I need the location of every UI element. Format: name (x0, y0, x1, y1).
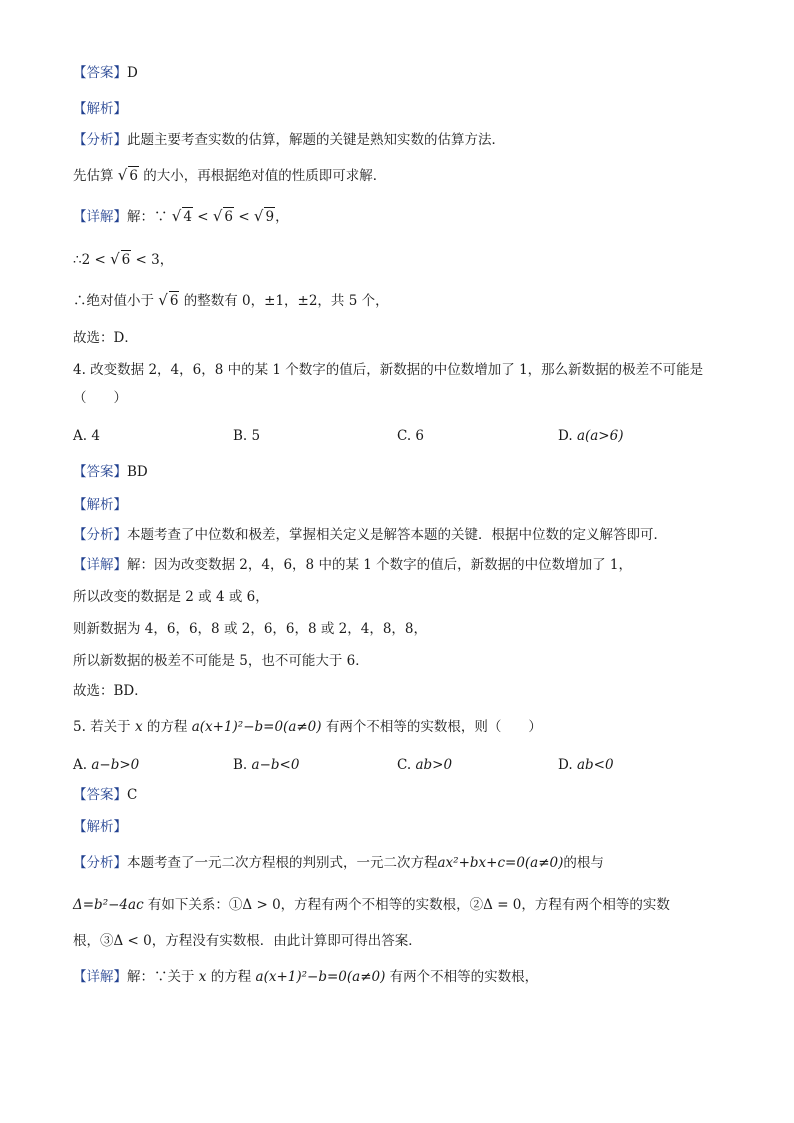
analysis-q5-line-3: 根，③Δ < 0，方程没有实数根．由此计算即可得出答案． (73, 933, 422, 949)
analysis-heading-q5: 【解析】 (73, 819, 127, 835)
choice-line-q3: 故选：D． (73, 330, 138, 346)
detail-tag: 【详解】 (73, 209, 127, 225)
answer-line-q3 (73, 64, 138, 82)
q5-option-a: A. a−b>0 (73, 757, 140, 773)
q4-option-a: A. 4 (73, 428, 100, 444)
radicand: 6 (129, 168, 138, 184)
q4-option-b: B. 5 (233, 428, 261, 444)
analysis-tag: 【分析】 (73, 132, 127, 148)
q4-option-c: C. 6 (397, 428, 425, 444)
detail-q4-line-3: 则新数据为 4，6，6，8 或 2，6，6，8 或 2，4，8，8， (73, 621, 428, 637)
q5-option-c: C. ab>0 (397, 757, 453, 773)
analysis-text: 此题主要考查实数的估算，解题的关键是熟知实数的估算方法． (127, 132, 505, 148)
q5-option-b: B. a−b<0 (233, 757, 300, 773)
analysis-q5-line-2: Δ=b²−4ac 有如下关系：①Δ > 0，方程有两个不相等的实数根，②Δ = 0，方程有两个相等的实数 (73, 897, 670, 913)
answer-line-q5: 【答案】C (73, 787, 138, 803)
analysis-heading-q3: 【解析】 (73, 101, 127, 117)
answer-tag: 【答案】 (73, 65, 127, 81)
therefore-line-2: ∴绝对值小于 √ 6 的整数有 0，±1，±2，共 5 个， (73, 291, 389, 309)
answer-line-q4: 【答案】BD (73, 464, 148, 480)
answer-value: D (127, 65, 138, 81)
estimate-line-q3: 先估算 √ 6 的大小，再根据绝对值的性质即可求解． (73, 166, 387, 184)
question-4-bracket: （ ） (73, 390, 127, 406)
analysis-line-q5: 【分析】本题考查了一元二次方程根的判别式，一元二次方程ax²+bx+c=0(a≠0)的根与 (73, 855, 604, 871)
sqrt-sign: √ (117, 166, 128, 184)
analysis-heading-q4: 【解析】 (73, 497, 127, 513)
question-5-text: 5. 若关于 x 的方程 a(x+1)²−b=0(a≠0) 有两个不相等的实数根，则（ ） (73, 719, 542, 735)
detail-q4-line-4: 所以新数据的极差不可能是 5，也不可能大于 6． (73, 653, 369, 669)
analysis-line-q4: 【分析】本题考查了中位数和极差，掌握相关定义是解答本题的关键．根据中位数的定义解答即可． (73, 527, 667, 543)
detail-q4-line-2: 所以改变的数据是 2 或 4 或 6， (73, 589, 269, 605)
choice-line-q4: 故选：BD． (73, 683, 148, 699)
question-4-text: 4. 改变数据 2，4，6，8 中的某 1 个数字的值后，新数据的中位数增加了 1，那么新数据的极差不可能是 (73, 362, 704, 378)
detail-line-q5: 【详解】解：∵关于 x 的方程 a(x+1)²−b=0(a≠0) 有两个不相等的实数根， (73, 969, 539, 985)
q4-option-d: D. a(a>6) (558, 428, 624, 444)
analysis-line-q3 (73, 131, 505, 149)
detail-line-q3: 【详解】解：∵ √ 4 < √ 6 < √ 9， (73, 207, 289, 225)
q5-option-d: D. ab<0 (558, 757, 614, 773)
detail-line-q4: 【详解】解：因为改变数据 2，4，6，8 中的某 1 个数字的值后，新数据的中位数增加了 1， (73, 557, 632, 573)
therefore-line-1: ∴2 < √ 6 < 3， (73, 250, 174, 268)
